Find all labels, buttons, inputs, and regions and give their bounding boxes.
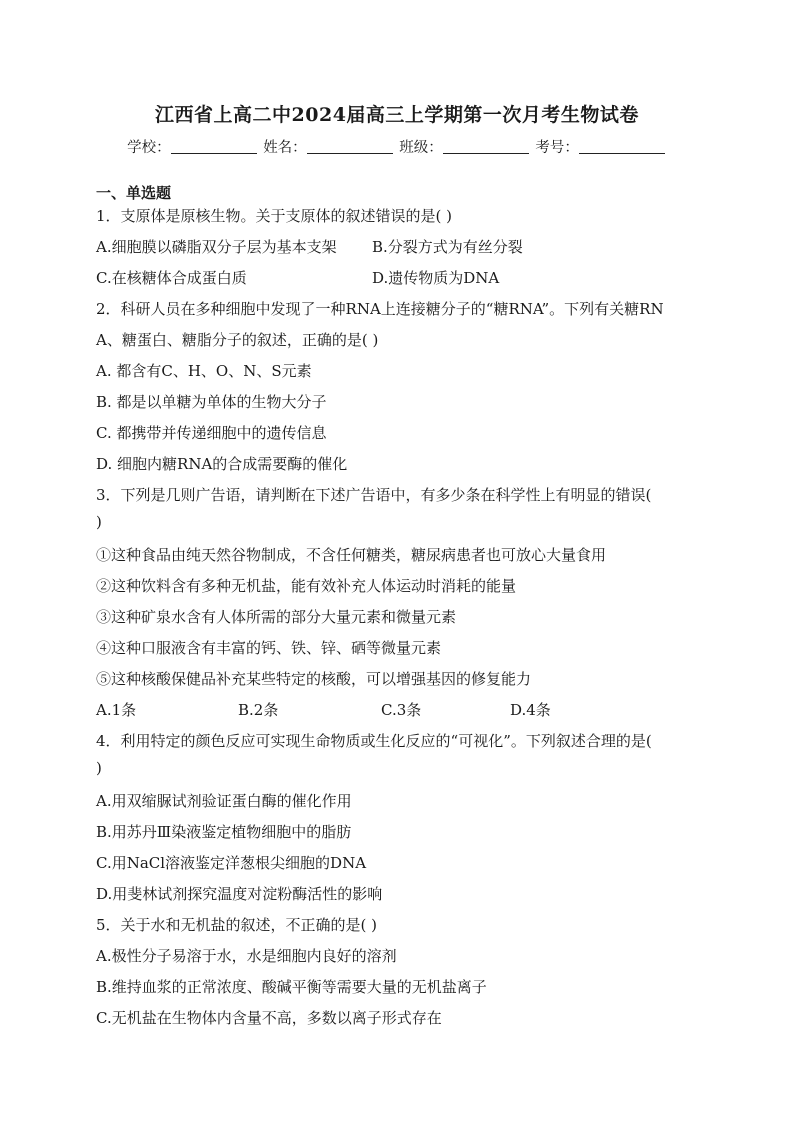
q4-stem-line2: ) — [96, 759, 102, 777]
q4-option-b: B.用苏丹Ⅲ染液鉴定植物细胞中的脂肪 — [96, 823, 352, 841]
school-label: 学校： — [127, 140, 171, 156]
q5-option-c: C.无机盐在生物体内含量不高，多数以离子形式存在 — [96, 1009, 442, 1027]
class-blank[interactable] — [443, 139, 529, 154]
q2-option-c: C. 都携带并传递细胞中的遗传信息 — [96, 424, 327, 442]
q1-option-c: C.在核糖体合成蛋白质 — [96, 269, 247, 287]
q5-option-b: B.维持血浆的正常浓度、酸碱平衡等需要大量的无机盐离子 — [96, 978, 487, 996]
q4-option-d: D.用斐林试剂探究温度对淀粉酶活性的影响 — [96, 885, 383, 903]
q3-stem-line1: 3．下列是几则广告语，请判断在下述广告语中，有多少条在科学性上有明显的错误( — [96, 486, 652, 504]
q4-stem-line1: 4．利用特定的颜色反应可实现生命物质或生化反应的“可视化”。下列叙述合理的是( — [96, 732, 652, 750]
q1-stem: 1．支原体是原核生物。关于支原体的叙述错误的是( ) — [96, 207, 453, 225]
q3-stem-line2: ) — [96, 513, 102, 531]
q5-stem: 5．关于水和无机盐的叙述，不正确的是( ) — [96, 916, 378, 934]
q2-option-d: D. 细胞内糖RNA的合成需要酶的催化 — [96, 455, 348, 473]
q1-option-d: D.遗传物质为DNA — [372, 269, 500, 287]
q3-option-b: B.2条 — [238, 701, 279, 719]
student-info-line — [0, 136, 794, 157]
q2-stem-line1: 2．科研人员在多种细胞中发现了一种RNA上连接糖分子的“糖RNA”。下列有关糖RN — [96, 300, 664, 318]
q3-statement-3: ③这种矿泉水含有人体所需的部分大量元素和微量元素 — [96, 608, 457, 626]
section-heading: 一、单选题 — [96, 184, 172, 202]
exam-title: 江西省上高二中2024届高三上学期第一次月考生物试卷 — [155, 104, 639, 126]
q4-option-c: C.用NaCl溶液鉴定洋葱根尖细胞的DNA — [96, 854, 367, 872]
q3-statement-4: ④这种口服液含有丰富的钙、铁、锌、硒等微量元素 — [96, 639, 442, 657]
q3-statement-2: ②这种饮料含有多种无机盐，能有效补充人体运动时消耗的能量 — [96, 577, 517, 595]
q3-option-a: A.1条 — [96, 701, 137, 719]
q1-option-a: A.细胞膜以磷脂双分子层为基本支架 — [96, 238, 337, 256]
class-label: 班级： — [399, 140, 443, 156]
q3-statement-1: ①这种食品由纯天然谷物制成，不含任何糖类，糖尿病患者也可放心大量食用 — [96, 546, 607, 564]
q2-option-b: B. 都是以单糖为单体的生物大分子 — [96, 393, 327, 411]
q3-option-c: C.3条 — [381, 701, 422, 719]
id-blank[interactable] — [579, 139, 665, 154]
q1-option-b: B.分裂方式为有丝分裂 — [372, 238, 523, 256]
name-blank[interactable] — [307, 139, 393, 154]
school-blank[interactable] — [171, 139, 257, 154]
id-label: 考号： — [535, 140, 579, 156]
q3-option-d: D.4条 — [510, 701, 551, 719]
q2-stem-line2: A、糖蛋白、糖脂分子的叙述，正确的是( ) — [96, 331, 379, 349]
q3-statement-5: ⑤这种核酸保健品补充某些特定的核酸，可以增强基因的修复能力 — [96, 670, 532, 688]
name-label: 姓名： — [263, 140, 307, 156]
q2-option-a: A. 都含有C、H、O、N、S元素 — [96, 362, 312, 380]
q4-option-a: A.用双缩脲试剂验证蛋白酶的催化作用 — [96, 792, 352, 810]
q5-option-a: A.极性分子易溶于水，水是细胞内良好的溶剂 — [96, 947, 397, 965]
